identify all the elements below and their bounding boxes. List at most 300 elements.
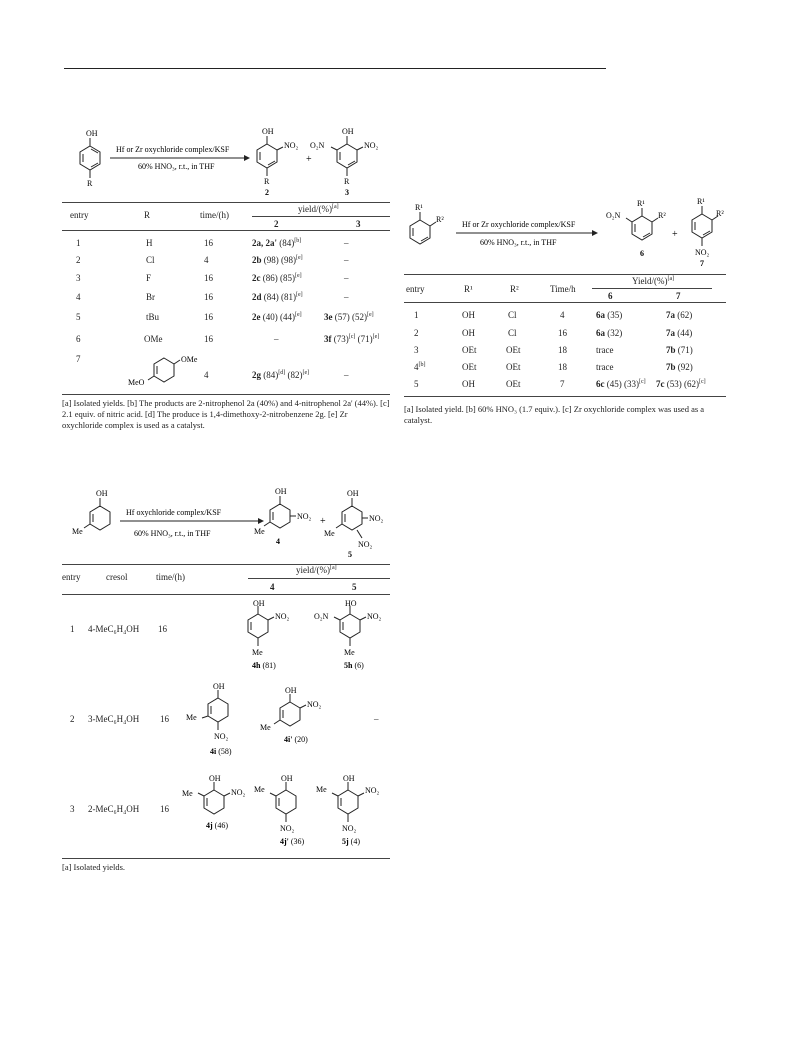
cell-r: H <box>146 238 153 248</box>
table-row <box>62 273 390 287</box>
yield-7-compound: 7b <box>666 345 676 355</box>
entry-number: 5 <box>414 379 419 389</box>
cell-entry: 5 <box>76 312 81 322</box>
yield-2-compound: 2a, 2a' <box>252 238 278 248</box>
table-row <box>62 774 390 858</box>
arrow-head-icon <box>258 518 264 524</box>
page-top-rule <box>64 68 606 69</box>
cell-time: 16 <box>558 328 567 338</box>
s5h-me: Me <box>344 648 355 657</box>
yield-3-value: (73) <box>331 334 349 344</box>
yield-2-sup: [e] <box>295 312 302 318</box>
s5h-label <box>344 661 364 670</box>
cell-yield-6 <box>596 379 646 389</box>
yield-7-compound: 7c <box>656 379 665 389</box>
cell-entry: 1 <box>70 624 75 634</box>
yield-header-rule <box>248 578 390 579</box>
table-row <box>404 328 726 342</box>
cell-r1: OEt <box>462 362 477 372</box>
entry-number: 2 <box>414 328 419 338</box>
table-3-footnote: [a] Isolated yields. <box>62 862 126 872</box>
yield-2-sup: [e] <box>295 273 302 279</box>
header-yield <box>298 204 339 214</box>
sm-r1: R¹ <box>415 203 423 212</box>
cell-yield-7 <box>666 310 692 320</box>
compound-4i-structure <box>186 680 266 770</box>
table-row <box>62 238 390 252</box>
yield-header-rule <box>592 288 712 289</box>
s4jp-label <box>280 837 305 846</box>
benzene-ring-icon <box>84 498 110 530</box>
benzene-ring-icon <box>248 606 274 646</box>
cell-entry: 3 <box>70 804 75 814</box>
header-cresol: cresol <box>106 572 128 582</box>
cell-yield-2 <box>252 370 309 380</box>
table-bottom-rule <box>62 858 390 859</box>
s4i-compound: 4i <box>210 747 217 756</box>
p6-r1: R¹ <box>637 199 645 208</box>
p5-no2-a: NO₂ <box>369 514 384 523</box>
plus-sign: + <box>672 229 678 240</box>
table-bottom-rule <box>62 394 390 395</box>
cell-r: F <box>146 273 152 283</box>
s4h-no2: NO₂ <box>275 612 290 621</box>
cell-entry <box>414 345 419 355</box>
yield-6-value: (32) <box>605 328 623 338</box>
p4-me: Me <box>254 527 265 536</box>
cell-r: Cl <box>146 255 155 265</box>
cell-cresol: 3-MeC₆H₄OH <box>88 714 140 724</box>
table-row <box>404 362 726 376</box>
yield-6-value: trace <box>596 362 614 372</box>
cell-time: 16 <box>158 624 167 634</box>
cell-yield-7 <box>666 328 692 338</box>
yield-7-value: (92) <box>675 362 693 372</box>
cell-yield-6 <box>596 362 613 372</box>
yield-3-value-alt: (71) <box>355 334 373 344</box>
table-row <box>62 255 390 269</box>
cell-yield-3: – <box>344 238 349 248</box>
yield-6-compound: 6a <box>596 328 605 338</box>
s5j-no2-b: NO₂ <box>342 824 357 833</box>
compound-5j-structure <box>314 774 390 858</box>
p6-number: 6 <box>640 249 644 258</box>
s5j-yield: (4) <box>348 837 360 846</box>
yield-7-value: (62) <box>675 310 693 320</box>
cell-yield-2 <box>252 238 301 248</box>
cell-r2: OEt <box>506 379 521 389</box>
yield-2-compound: 2g <box>252 370 261 380</box>
s5j-oh: OH <box>343 774 355 783</box>
header-time: time/(h) <box>200 210 229 220</box>
yield-2-compound: 2e <box>252 312 261 322</box>
table-row <box>62 600 390 680</box>
s5j-compound: 5j <box>342 837 349 846</box>
s4j-yield: (46) <box>212 821 228 830</box>
header-r1: R¹ <box>464 284 473 294</box>
cell-r: tBu <box>146 312 160 322</box>
dimethoxybenzene-structure <box>124 350 204 388</box>
table-2-footnote: [a] Isolated yield. [b] 60% HNO₃ (1.7 equiv.). [c] Zr oxychloride complex was used as a catalyst. <box>404 404 705 425</box>
cell-yield-2 <box>252 312 302 322</box>
yield-6-compound: 6c <box>596 379 605 389</box>
yield-7-compound: 7a <box>666 328 675 338</box>
header-4: 4 <box>270 582 275 592</box>
yield-3-compound: 3e <box>324 312 333 322</box>
cell-time: 16 <box>204 312 213 322</box>
header-yield-sup: [a] <box>332 204 339 210</box>
s4jp-no2: NO₂ <box>280 824 295 833</box>
p5-no2-b: NO₂ <box>358 540 373 549</box>
header-3: 3 <box>356 219 361 229</box>
header-7: 7 <box>676 291 681 301</box>
s4i-oh: OH <box>213 682 225 691</box>
cell-r2: OEt <box>506 345 521 355</box>
reagent-line-1: Hf or Zr oxychloride complex/KSF <box>116 145 230 154</box>
p5-oh: OH <box>347 489 359 498</box>
cell-entry: 4 <box>76 292 81 302</box>
table-1-panel <box>62 118 390 408</box>
yield-3-sup-alt: [e] <box>372 334 380 340</box>
cell-time: 18 <box>558 362 567 372</box>
table-bottom-rule <box>404 396 726 397</box>
cell-entry: 2 <box>76 255 81 265</box>
cell-entry: 6 <box>76 334 81 344</box>
yield-2-value: (98) (98) <box>261 255 297 265</box>
cell-yield-2 <box>252 273 302 283</box>
cell-yield-2 <box>252 292 303 302</box>
cell-r: Br <box>146 292 155 302</box>
yield-6-compound: 6a <box>596 310 605 320</box>
benzene-ring-icon <box>334 606 366 646</box>
sm-r: R <box>87 179 93 188</box>
s4h-label <box>252 661 276 670</box>
cell-r1: OH <box>462 328 475 338</box>
reagent-line-2: 60% HNO₃, r.t., in THF <box>134 529 211 538</box>
s4j-no2: NO₂ <box>231 788 246 797</box>
table-row <box>62 680 390 770</box>
header-5: 5 <box>352 582 357 592</box>
table-top-rule <box>62 202 390 203</box>
yield-3-sup: [c] <box>348 334 356 340</box>
benzene-ring-icon <box>336 498 368 538</box>
yield-2-sup: [d] <box>278 370 286 376</box>
p3-number: 3 <box>345 188 349 197</box>
header-time: time/(h) <box>156 572 185 582</box>
yield-2-compound: 2d <box>252 292 262 302</box>
s4i-no2: NO₂ <box>214 732 229 741</box>
p3-o2n: O₂N <box>310 141 325 150</box>
table-row <box>62 292 390 306</box>
meo-label: MeO <box>128 378 145 387</box>
entry-number: 3 <box>414 345 419 355</box>
header-yield-label: yield/(%) <box>296 565 330 575</box>
cell-cresol: 4-MeC₆H₄OH <box>88 624 140 634</box>
reagent-line-1: Hf or Zr oxychloride complex/KSF <box>462 220 576 229</box>
cell-yield-5: – <box>374 714 379 724</box>
yield-header-rule <box>252 216 390 217</box>
benzene-ring-icon <box>264 496 296 528</box>
s4ip-yield: (20) <box>292 735 308 744</box>
s4i-label <box>210 747 232 756</box>
s4j-oh: OH <box>209 774 221 783</box>
cell-time: 16 <box>204 273 213 283</box>
yield-2-value: (84) <box>277 238 295 248</box>
cell-time: 4 <box>204 370 209 380</box>
benzene-ring-icon <box>270 782 296 822</box>
yield-7-compound: 7a <box>666 310 675 320</box>
yield-2-sup: [e] <box>296 292 303 298</box>
yield-6-value: (45) (33) <box>604 379 639 389</box>
reagent-line-2: 60% HNO₃, r.t., in THF <box>480 238 557 247</box>
cell-entry <box>414 362 426 372</box>
sm-oh: OH <box>96 489 108 498</box>
cell-time: 7 <box>560 379 565 389</box>
cell-time: 16 <box>204 292 213 302</box>
s5j-label <box>342 837 360 846</box>
table-row <box>404 310 726 324</box>
table-row <box>404 345 726 359</box>
s4jp-oh: OH <box>281 774 293 783</box>
header-entry: entry <box>70 210 89 220</box>
benzene-ring-icon <box>410 212 436 244</box>
header-entry: entry <box>62 572 81 582</box>
table-3-panel <box>62 484 390 864</box>
yield-6-value: (35) <box>605 310 623 320</box>
yield-6-sup: [c] <box>639 379 646 385</box>
p7-no2: NO₂ <box>695 248 710 257</box>
s4i-me: Me <box>186 713 197 722</box>
s5h-yield: (6) <box>352 661 364 670</box>
s5h-ho: HO <box>345 600 357 608</box>
sm-me: Me <box>72 527 83 536</box>
cell-time: 16 <box>204 238 213 248</box>
benzene-ring-icon <box>80 138 100 178</box>
s4h-yield: (81) <box>260 661 276 670</box>
cell-entry <box>414 379 419 389</box>
header-yield-label: Yield/(%) <box>632 276 668 286</box>
benzene-ring-icon <box>332 782 364 822</box>
p4-oh: OH <box>275 487 287 496</box>
s4ip-me: Me <box>260 723 271 732</box>
yield-3-value: (57) (52) <box>332 312 367 322</box>
yield-2-compound: 2b <box>252 255 262 265</box>
cell-time: 16 <box>204 334 213 344</box>
p5-me: Me <box>324 529 335 538</box>
table-header-rule <box>62 230 390 231</box>
compound-4h-structure <box>238 600 308 680</box>
cell-r: OMe <box>144 334 163 344</box>
p3-r: R <box>344 177 350 186</box>
benzene-ring-icon <box>202 690 228 730</box>
table-3-scheme <box>62 484 390 564</box>
header-yield <box>632 276 674 286</box>
compound-4i-prime-structure <box>260 680 350 770</box>
yield-2-compound: 2c <box>252 273 261 283</box>
p2-number: 2 <box>265 188 269 197</box>
cell-entry <box>414 328 419 338</box>
cell-yield-7 <box>666 362 693 372</box>
s4ip-oh: OH <box>285 686 297 695</box>
p2-r: R <box>264 177 270 186</box>
yield-7-value: (71) <box>675 345 693 355</box>
yield-2-value: (84) (81) <box>261 292 297 302</box>
s4j-me: Me <box>182 789 193 798</box>
cell-yield-3 <box>324 312 374 322</box>
s4jp-yield: (36) <box>288 837 305 846</box>
header-yield <box>296 565 337 575</box>
reagent-line-1: Hf oxychloride complex/KSF <box>126 508 222 517</box>
s4j-label <box>206 821 228 830</box>
benzene-ring-icon <box>626 208 658 240</box>
yield-2-value: (84) <box>261 370 279 380</box>
benzene-ring-icon <box>331 136 363 176</box>
cell-yield-7 <box>656 379 706 389</box>
s5h-no2: NO₂ <box>367 612 382 621</box>
plus-sign: + <box>320 516 326 527</box>
cell-cresol: 2-MeC₆H₄OH <box>88 804 140 814</box>
compound-4j-structure <box>178 774 258 858</box>
table-row <box>62 312 390 326</box>
header-yield-sup: [a] <box>330 565 337 571</box>
cell-yield-3: – <box>344 292 349 302</box>
entry-number: 1 <box>414 310 419 320</box>
s4j-compound: 4j <box>206 821 213 830</box>
header-2: 2 <box>274 219 279 229</box>
cell-r2: Cl <box>508 328 517 338</box>
cell-yield-6 <box>596 328 622 338</box>
yield-7-sup: [c] <box>699 379 706 385</box>
reagent-line-2: 60% HNO₃, r.t., in THF <box>138 162 215 171</box>
cell-time: 16 <box>160 804 169 814</box>
yield-2-sup: [b] <box>294 238 302 244</box>
p5-number: 5 <box>348 550 352 559</box>
header-entry: entry <box>406 284 425 294</box>
header-r: R <box>144 210 151 220</box>
benzene-ring-icon <box>692 206 718 246</box>
cell-yield-3: – <box>344 255 349 265</box>
entry-number: 4 <box>414 362 419 372</box>
sm-r2: R² <box>436 215 444 224</box>
p6-o2n: O₂N <box>606 211 621 220</box>
cell-entry: 7 <box>76 354 81 364</box>
arrow-head-icon <box>244 155 250 161</box>
yield-7-value: (44) <box>675 328 693 338</box>
cell-yield-2 <box>252 255 303 265</box>
header-yield-label: yield/(%) <box>298 204 332 214</box>
table-row <box>62 334 390 348</box>
s4jp-compound: 4j' <box>280 837 289 846</box>
s5h-o2n: O₂N <box>314 612 329 621</box>
cell-entry: 3 <box>76 273 81 283</box>
yield-2-value: – <box>274 334 279 344</box>
sm-oh: OH <box>86 129 98 138</box>
header-r2: R² <box>510 284 519 294</box>
cell-yield-3 <box>324 334 379 344</box>
table-header-rule <box>404 302 726 303</box>
cell-time: 4 <box>204 255 209 265</box>
yield-2-value: (40) (44) <box>260 312 295 322</box>
p4-number: 4 <box>276 537 280 546</box>
entry-sup: [b] <box>418 362 426 368</box>
yield-3-sup: [e] <box>367 312 374 318</box>
cell-r2: Cl <box>508 310 517 320</box>
yield-7-compound: 7b <box>666 362 676 372</box>
s5j-me: Me <box>316 785 327 794</box>
p2-no2: NO₂ <box>284 141 299 150</box>
table-top-rule <box>62 564 390 565</box>
s4i-yield: (58) <box>216 747 232 756</box>
p7-r2: R² <box>716 209 724 218</box>
yield-2-value: (86) (85) <box>260 273 295 283</box>
p6-r2: R² <box>658 211 666 220</box>
yield-2-value-alt: (82) <box>285 370 303 380</box>
ome-label: OMe <box>181 355 198 364</box>
table-top-rule <box>404 274 726 275</box>
table-2-scheme <box>404 196 726 270</box>
cell-r1: OH <box>462 310 475 320</box>
yield-2-sup: [e] <box>296 255 303 261</box>
cell-yield-6 <box>596 345 613 355</box>
s4h-me: Me <box>252 648 263 657</box>
cell-yield-3: – <box>344 370 349 380</box>
cell-yield-2 <box>274 334 279 344</box>
s4ip-no2: NO₂ <box>307 700 322 709</box>
p4-no2: NO₂ <box>297 512 312 521</box>
cell-r2: OEt <box>506 362 521 372</box>
cell-entry <box>414 310 419 320</box>
header-6: 6 <box>608 291 613 301</box>
table-header-rule <box>62 594 390 595</box>
s5j-no2-a: NO₂ <box>365 786 380 795</box>
table-row <box>62 350 390 390</box>
p2-oh: OH <box>262 127 274 136</box>
cell-time: 4 <box>560 310 565 320</box>
plus-sign: + <box>306 154 312 165</box>
cell-entry: 2 <box>70 714 75 724</box>
s5h-compound: 5h <box>344 661 353 670</box>
s4jp-me: Me <box>254 785 265 794</box>
yield-2-sup-alt: [e] <box>302 370 310 376</box>
p3-no2: NO₂ <box>364 141 379 150</box>
header-yield-sup: [a] <box>667 276 675 282</box>
cell-entry: 1 <box>76 238 81 248</box>
table-1-scheme <box>62 118 390 198</box>
benzene-ring-icon <box>257 136 283 176</box>
cell-time: 16 <box>160 714 169 724</box>
s4h-oh: OH <box>253 600 265 608</box>
table-row <box>404 379 726 393</box>
p3-oh: OH <box>342 127 354 136</box>
table-2-panel <box>404 196 726 396</box>
cell-yield-7 <box>666 345 693 355</box>
yield-3-compound: 3f <box>324 334 332 344</box>
benzene-ring-icon <box>274 694 306 726</box>
benzene-ring-icon <box>198 782 230 814</box>
cell-r1: OH <box>462 379 475 389</box>
yield-6-value: trace <box>596 345 614 355</box>
benzene-ring-icon <box>148 358 180 382</box>
arrow-head-icon <box>592 230 598 236</box>
table-1-footnote: [a] Isolated yields. [b] The products are 2-nitrophenol 2a (40%) and 4-nitrophenol 2a' (44%). [c] 2.1 equiv. of nitric acid. [d] The produce is 1,4-dimethoxy-2-nitrobenzene 2g. [e] Zr oxychloride complex is used as a catalyst. <box>62 398 390 430</box>
p7-number: 7 <box>700 259 704 268</box>
s4h-compound: 4h <box>252 661 261 670</box>
compound-5h-structure <box>314 600 394 680</box>
yield-7-value: (53) (62) <box>664 379 699 389</box>
cell-yield-3: – <box>344 273 349 283</box>
cell-yield-6 <box>596 310 622 320</box>
header-time: Time/h <box>550 284 576 294</box>
